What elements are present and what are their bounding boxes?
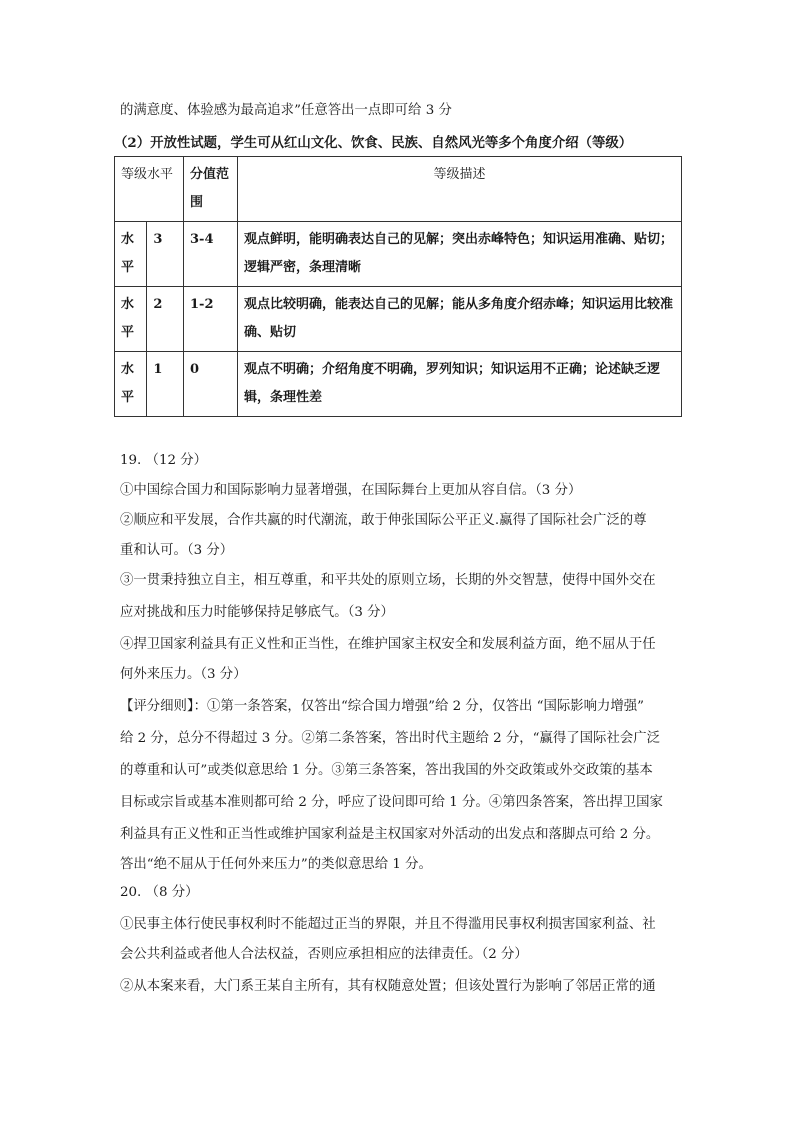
table-row bbox=[115, 352, 682, 417]
level-num: 2 bbox=[147, 287, 184, 352]
scoring-rules-line-6: 答出“绝不屈从于任何外来压力”的类似意思给 1 分。 bbox=[120, 857, 432, 872]
scoring-rules-line-3: 的尊重和认可”或类似意思给 1 分。③第三条答案，答出我国的外交政策或外交政策的基本 bbox=[120, 763, 653, 778]
q20-point-1: ①民事主体行使民事权利时不能超过正当的界限，并且不得滥用民事权利损害国家利益、社 bbox=[120, 917, 656, 932]
q19-heading: 19. （12 分） bbox=[120, 453, 208, 468]
level-cell: 水平 bbox=[115, 222, 147, 287]
desc-cell: 观点不明确；介绍角度不明确，罗列知识；知识运用不正确；论述缺乏逻辑，条理性差 bbox=[238, 352, 682, 417]
table-row bbox=[115, 222, 682, 287]
answer-point-1: ①中国综合国力和国际影响力显著增强，在国际舞台上更加从容自信。（3 分） bbox=[120, 483, 582, 498]
level-num: 1 bbox=[147, 352, 184, 417]
q20-heading: 20. （8 分） bbox=[120, 885, 199, 900]
answer-point-4-cont: 何外来压力。（3 分） bbox=[120, 667, 247, 682]
header-desc: 等级描述 bbox=[238, 157, 682, 222]
table-header-row bbox=[115, 157, 682, 222]
level-cell: 水平 bbox=[115, 352, 147, 417]
intro-line: 的满意度、体验感为最高追求”任意答出一点即可给 3 分 bbox=[120, 103, 452, 118]
answer-point-4: ④捍卫国家利益具有正义性和正当性，在维护国家主权安全和发展利益方面，绝不屈从于任 bbox=[120, 637, 656, 652]
desc-cell: 观点比较明确，能表达自己的见解；能从多角度介绍赤峰；知识运用比较准确、贴切 bbox=[238, 287, 682, 352]
range-cell: 0 bbox=[184, 352, 238, 417]
header-level: 等级水平 bbox=[115, 157, 184, 222]
answer-point-2: ②顺应和平发展，合作共赢的时代潮流，敢于伸张国际公平正义.赢得了国际社会广泛的尊 bbox=[120, 513, 647, 528]
scoring-rules-line-5: 利益具有正义性和正当性或维护国家利益是主权国家对外活动的出发点和落脚点可给 2 分。 bbox=[120, 827, 660, 842]
scoring-rules: 【评分细则】：①第一条答案，仅答出“综合国力增强”给 2 分，仅答出 “国际影响力增强” bbox=[120, 699, 645, 714]
q20-point-2: ②从本案来看，大门系王某自主所有，其有权随意处置；但该处置行为影响了邻居正常的通 bbox=[120, 979, 656, 994]
q20-point-1-cont: 会公共利益或者他人合法权益，否则应承担相应的法律责任。（2 分） bbox=[120, 947, 528, 962]
desc-cell: 观点鲜明，能明确表达自己的见解；突出赤峰特色；知识运用准确、贴切；逻辑严密，条理清晰 bbox=[238, 222, 682, 287]
answer-point-3-cont: 应对挑战和压力时能够保持足够底气。（3 分） bbox=[120, 605, 394, 620]
range-cell: 1-2 bbox=[184, 287, 238, 352]
answer-point-3: ③一贯秉持独立自主，相互尊重，和平共处的原则立场，长期的外交智慧，使得中国外交在 bbox=[120, 573, 656, 588]
scoring-rules-line-2: 给 2 分，总分不得超过 3 分。②第二条答案，答出时代主题给 2 分，“赢得了国际社会广泛 bbox=[120, 731, 661, 746]
answer-point-2-cont: 重和认可。（3 分） bbox=[120, 543, 234, 558]
level-cell: 水平 bbox=[115, 287, 147, 352]
header-score-range: 分值范围 bbox=[184, 157, 238, 222]
level-num: 3 bbox=[147, 222, 184, 287]
q2-heading: （2）开放性试题，学生可从红山文化、饮食、民族、自然风光等多个角度介绍（等级） bbox=[114, 135, 633, 151]
range-cell: 3-4 bbox=[184, 222, 238, 287]
scoring-rules-line-4: 目标或宗旨或基本准则都可给 2 分，呼应了设问即可给 1 分。④第四条答案，答出捍卫国家 bbox=[120, 795, 663, 810]
grade-table bbox=[114, 156, 682, 417]
table-row bbox=[115, 287, 682, 352]
